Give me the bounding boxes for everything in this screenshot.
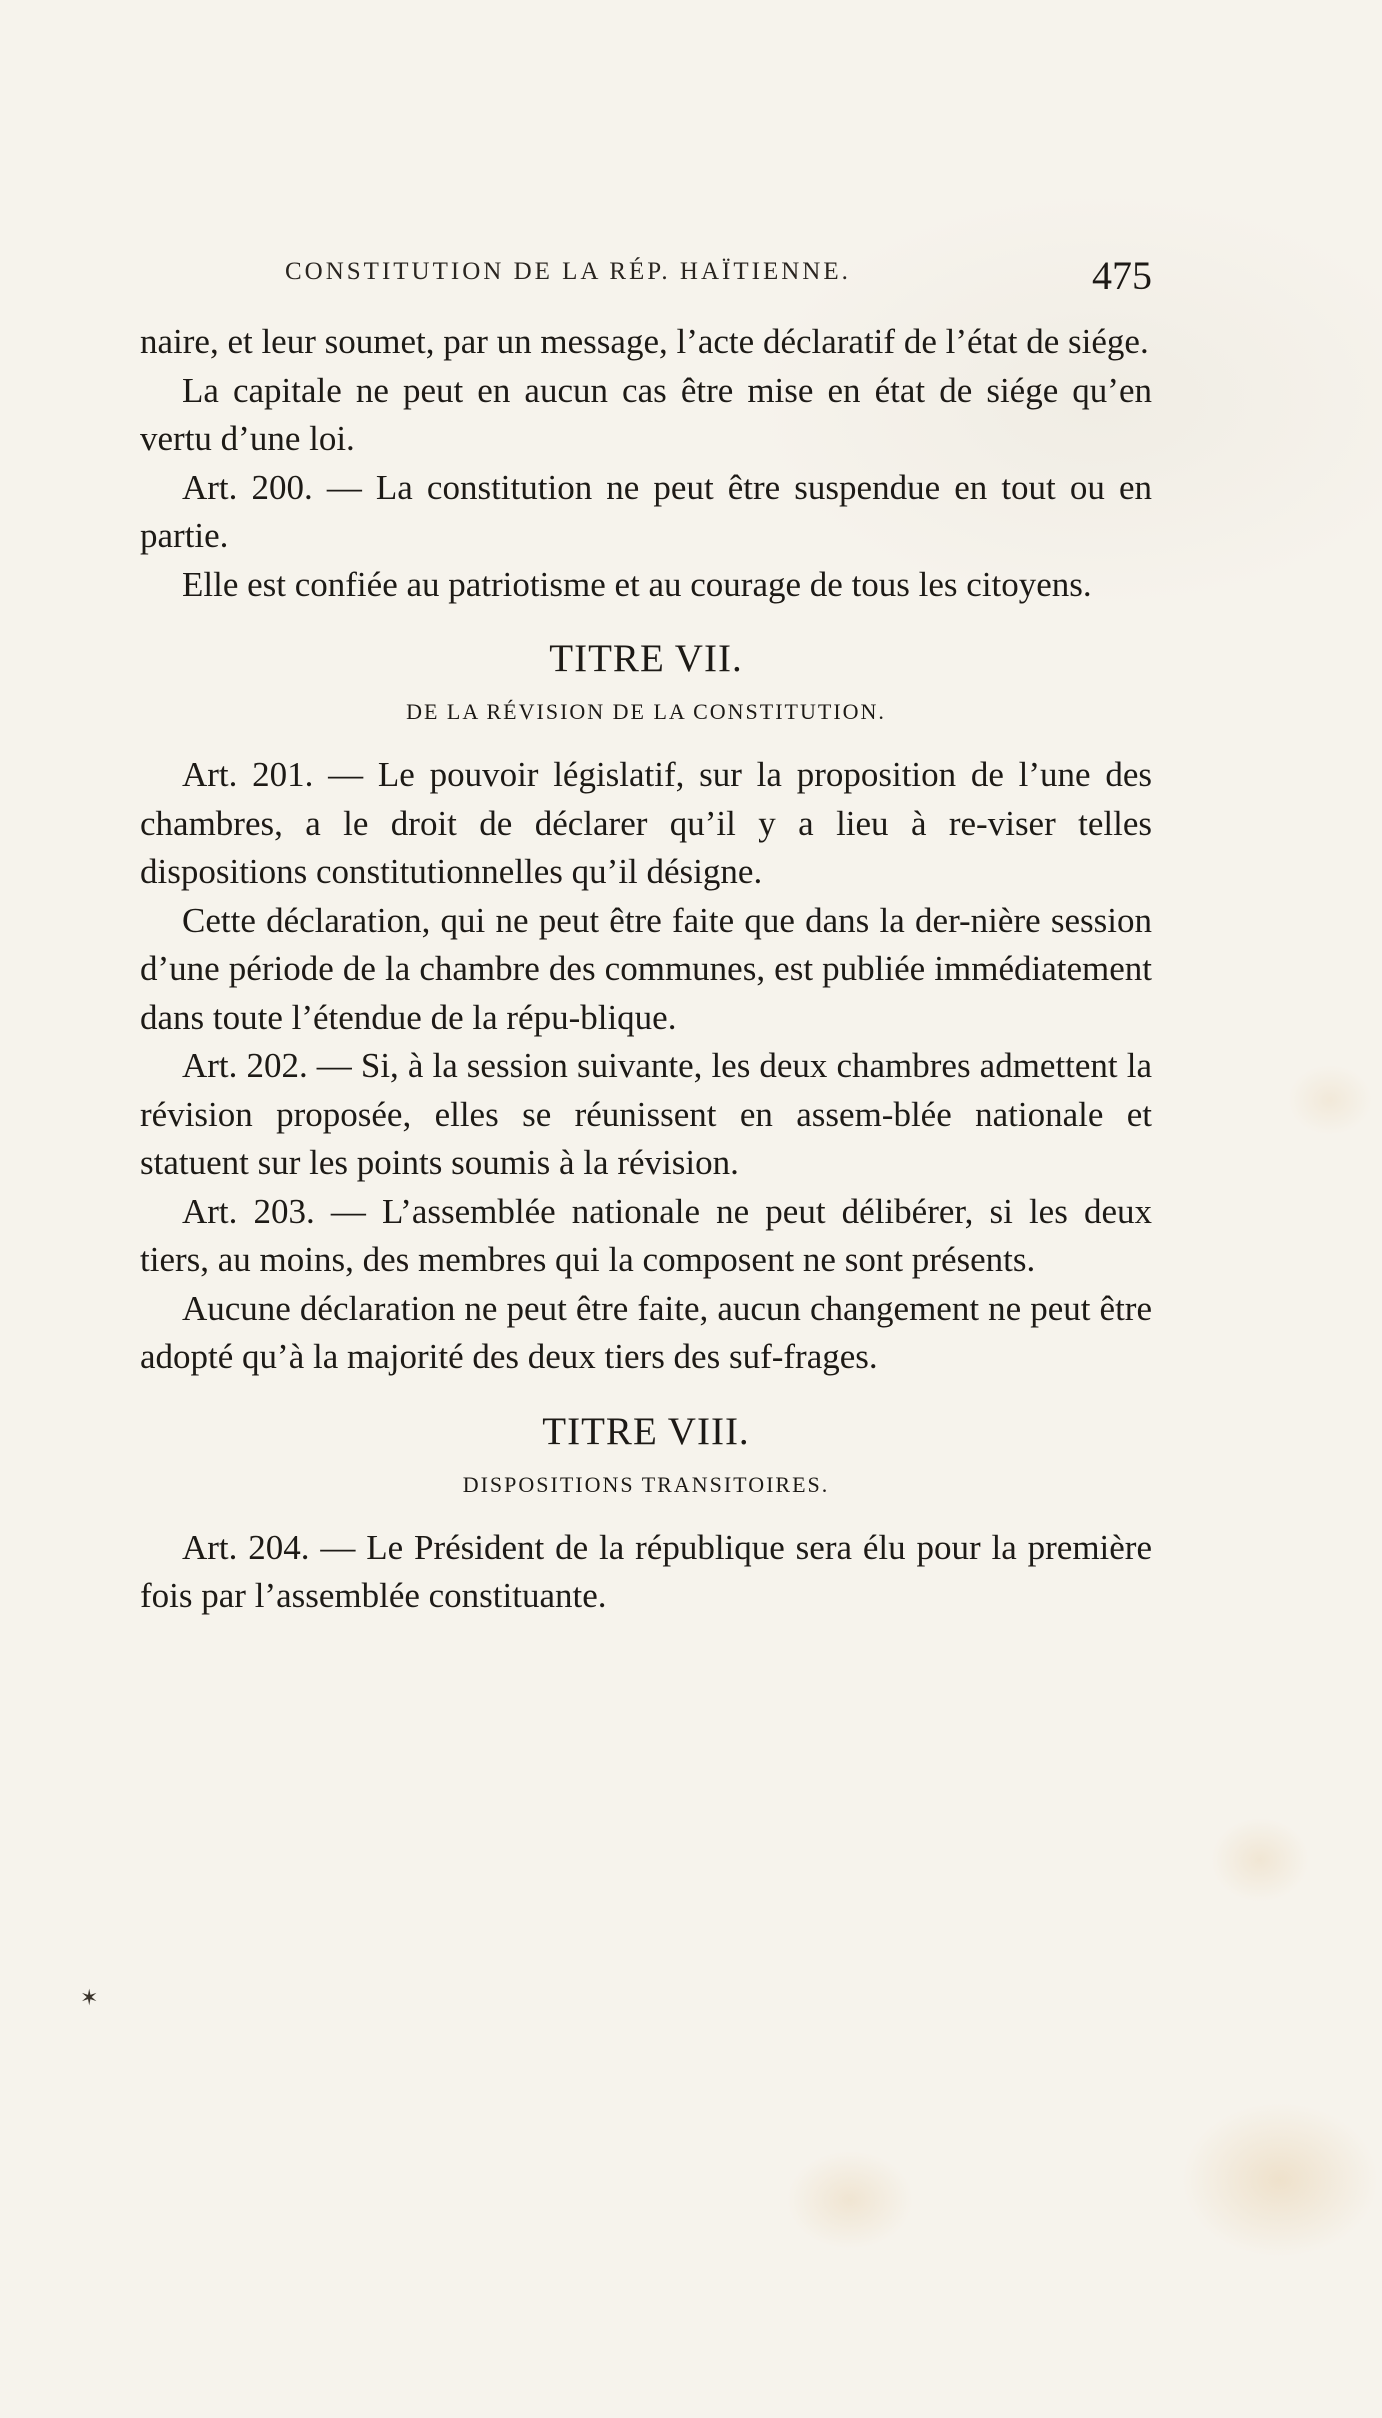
titre-viii-subheading: DISPOSITIONS TRANSITOIRES. bbox=[462, 1471, 830, 1497]
article-201: Art. 201. — Le pouvoir législatif, sur la proposition de l’une des chambres, a le droit de déclarer qu’il y a lieu à re-viser telles dispositions constitutionnelles qu’il désigne. bbox=[140, 755, 1152, 891]
body-text bbox=[140, 318, 1152, 1621]
running-head bbox=[140, 252, 1152, 298]
margin-mark-icon: ✶ bbox=[80, 1985, 99, 2010]
paragraph: Cette déclaration, qui ne peut être faite que dans la der-nière session d’une période de la chambre des communes, est publiée immédiatement dans toute l’étendue de la répu-blique. bbox=[140, 900, 1152, 1037]
article-200: Art. 200. — La constitution ne peut être suspendue en tout ou en partie. bbox=[140, 467, 1152, 555]
paragraph-continuation: naire, et leur soumet, par un message, l’acte déclaratif de l’état de siége. bbox=[140, 322, 1149, 361]
titre-vii-heading: TITRE VII. bbox=[549, 637, 743, 680]
paragraph: La capitale ne peut en aucun cas être mise en état de siége qu’en vertu d’une loi. bbox=[140, 370, 1152, 458]
article-204: Art. 204. — Le Président de la république sera élu pour la première fois par l’assemblée constituante. bbox=[140, 1527, 1152, 1615]
article-202: Art. 202. — Si, à la session suivante, les deux chambres admettent la révision proposée, elles se réunissent en assem-blée nationale et statuent sur les points soumis à la révision. bbox=[140, 1046, 1152, 1182]
running-title: CONSTITUTION DE LA RÉP. HAÏTIENNE. bbox=[285, 258, 851, 285]
page-number: 475 bbox=[1092, 253, 1152, 298]
paragraph: Aucune déclaration ne peut être faite, aucun changement ne peut être adopté qu’à la majorité des deux tiers des suf-frages. bbox=[140, 1288, 1152, 1376]
titre-vii-subheading: DE LA RÉVISION DE LA CONSTITUTION. bbox=[406, 699, 886, 724]
paragraph: Elle est confiée au patriotisme et au courage de tous les citoyens. bbox=[182, 564, 1092, 604]
titre-viii-heading: TITRE VIII. bbox=[542, 1409, 750, 1453]
article-203: Art. 203. — L’assemblée nationale ne peut délibérer, si les deux tiers, au moins, des membres qui la composent ne sont présents. bbox=[140, 1191, 1152, 1279]
